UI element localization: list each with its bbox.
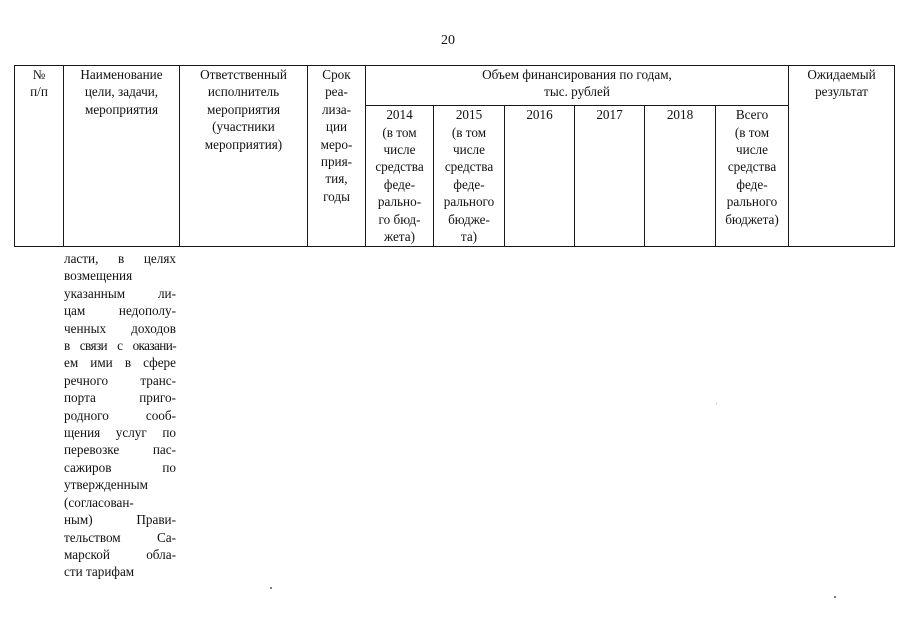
text-line: ласти, в целях <box>64 251 176 266</box>
text-line: речного транс- <box>64 372 176 388</box>
scan-speck <box>834 596 836 598</box>
year-cell-total: Всего (в том числе средства феде- рального бюджета) <box>716 106 789 247</box>
text-line: щения услуг по <box>64 425 176 441</box>
text-line: цам недополу- <box>64 303 176 319</box>
text-line: ченных доходов <box>64 320 176 336</box>
header-cell-term: Срок реа- лиза- ции меро- прия- тия, годы <box>308 66 366 247</box>
scan-speck <box>716 403 717 404</box>
text-line: порта приго- <box>64 390 176 406</box>
text-line: ем ими в сфере <box>64 355 176 371</box>
page-number: 20 <box>441 33 455 48</box>
header-cell-name: Наименование цели, задачи, мероприятия <box>64 66 180 247</box>
text-line: перевозке пас- <box>64 442 176 458</box>
header-cell-financing: Объем финансирования по годам, тыс. рублей <box>366 66 789 106</box>
year-cell-2017: 2017 <box>575 106 645 247</box>
text-line: указанным ли- <box>64 285 176 301</box>
text-line: возмещения <box>64 268 133 284</box>
text-line: тельством Са- <box>64 529 176 545</box>
year-cell-2018: 2018 <box>645 106 716 247</box>
text-line: в связи с оказани- <box>64 338 176 354</box>
text-line: сажиров по <box>64 459 176 475</box>
text-line: (согласован- <box>64 494 134 510</box>
header-cell-result: Ожидаемый результат <box>789 66 895 247</box>
year-cell-2014: 2014 (в том числе средства феде- рально- го бюд- жета) <box>366 106 434 247</box>
text-line: утвержденным <box>64 477 148 493</box>
text-line: сти тарифам <box>64 564 135 580</box>
year-cell-2015: 2015 (в том числе средства феде- рального бюдже- та) <box>434 106 505 247</box>
header-cell-responsible: Ответственный исполнитель мероприятия (участники мероприятия) <box>180 66 308 247</box>
year-cell-2016: 2016 <box>505 106 575 247</box>
scan-speck <box>270 587 272 589</box>
text-line: ным) Прави- <box>64 512 176 528</box>
text-line: марской обла- <box>64 546 176 562</box>
text-line: родного сооб- <box>64 407 176 423</box>
continued-measure-text <box>64 250 176 581</box>
program-table-header <box>14 65 895 247</box>
header-cell-number: № п/п <box>15 66 64 247</box>
